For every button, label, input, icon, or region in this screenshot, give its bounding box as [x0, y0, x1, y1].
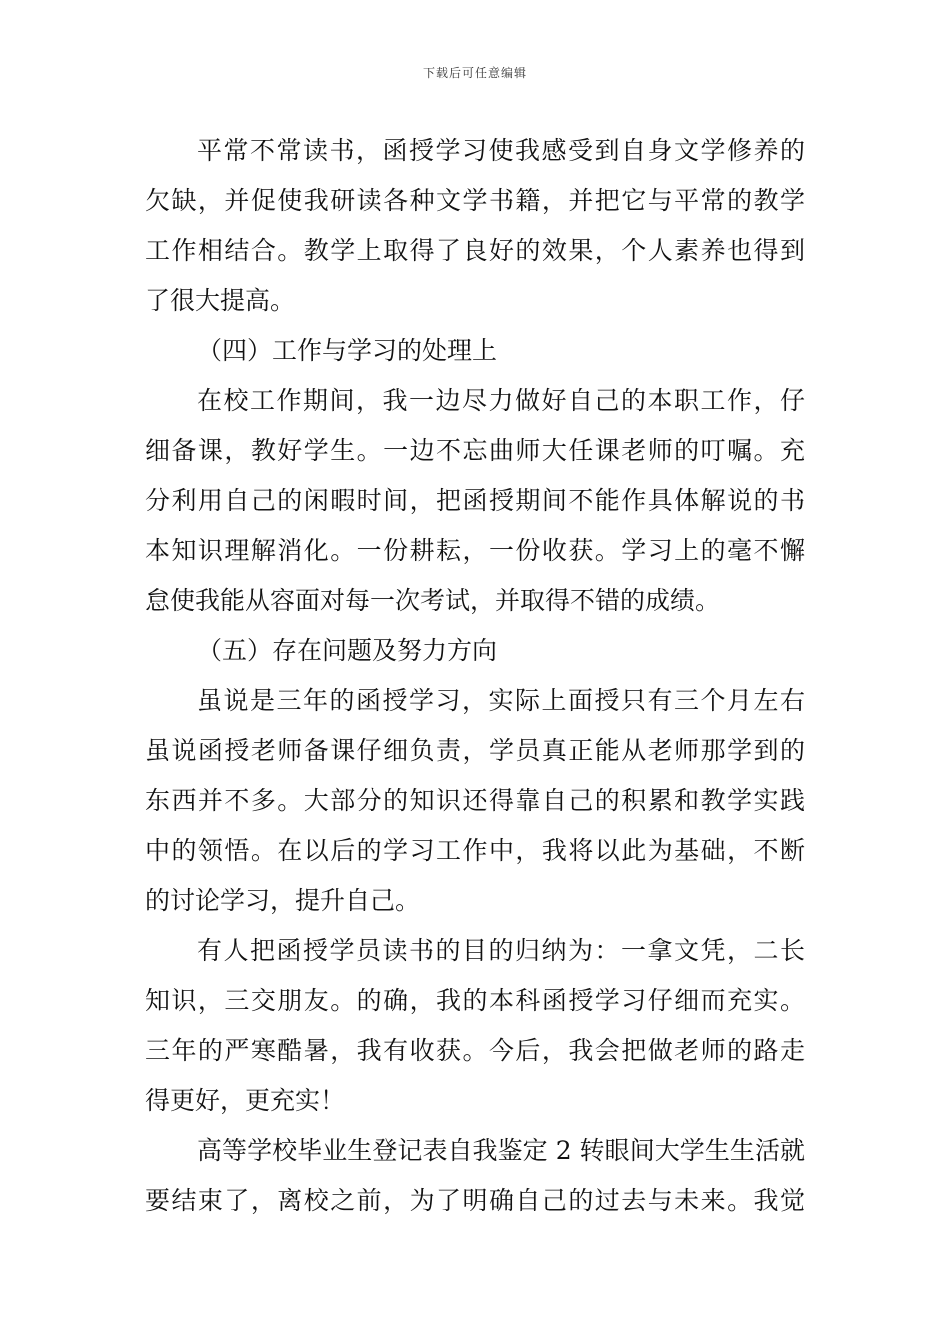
text-line: 三年的严寒酷暑，我有收获。今后，我会把做老师的路走	[145, 1036, 805, 1065]
text-line: 知识，三交朋友。的确，我的本科函授学习仔细而充实。	[145, 986, 805, 1015]
text-line: 分利用自己的闲暇时间，把函授期间不能作具体解说的书	[145, 486, 805, 515]
text-line: （五）存在问题及努力方向	[197, 636, 498, 665]
document-body	[145, 126, 805, 1226]
text-line: 有人把函授学员读书的目的归纳为：一拿文凭，二长	[197, 936, 805, 965]
text-line: 的讨论学习，提升自己。	[145, 886, 421, 915]
text-line: 怠使我能从容面对每一次考试，并取得不错的成绩。	[145, 586, 721, 615]
page-header: 下载后可任意编辑	[422, 66, 527, 80]
text-line: （四）工作与学习的处理上	[197, 336, 498, 365]
text-line: 欠缺，并促使我研读各种文学书籍，并把它与平常的教学	[145, 186, 805, 215]
text-line: 工作相结合。教学上取得了良好的效果，个人素养也得到	[145, 236, 805, 265]
text-line: 中的领悟。在以后的学习工作中，我将以此为基础，不断	[145, 836, 805, 865]
text-line: 高等学校毕业生登记表自我鉴定 2 转眼间大学生生活就	[197, 1136, 805, 1165]
text-line: 东西并不多。大部分的知识还得靠自己的积累和教学实践	[145, 786, 805, 815]
text-line: 平常不常读书，函授学习使我感受到自身文学修养的	[197, 136, 805, 165]
text-line: 虽说是三年的函授学习，实际上面授只有三个月左右	[197, 686, 805, 715]
text-line: 在校工作期间，我一边尽力做好自己的本职工作，仔	[197, 386, 805, 415]
text-line: 了很大提高。	[145, 286, 296, 315]
text-line: 细备课，教好学生。一边不忘曲师大任课老师的叮嘱。充	[145, 436, 805, 465]
text-line: 虽说函授老师备课仔细负责，学员真正能从老师那学到的	[145, 736, 805, 765]
text-line: 要结束了，离校之前，为了明确自己的过去与未来。我觉	[145, 1186, 805, 1215]
text-line: 本知识理解消化。一份耕耘，一份收获。学习上的毫不懈	[145, 536, 805, 565]
text-line: 得更好，更充实！	[145, 1086, 346, 1115]
